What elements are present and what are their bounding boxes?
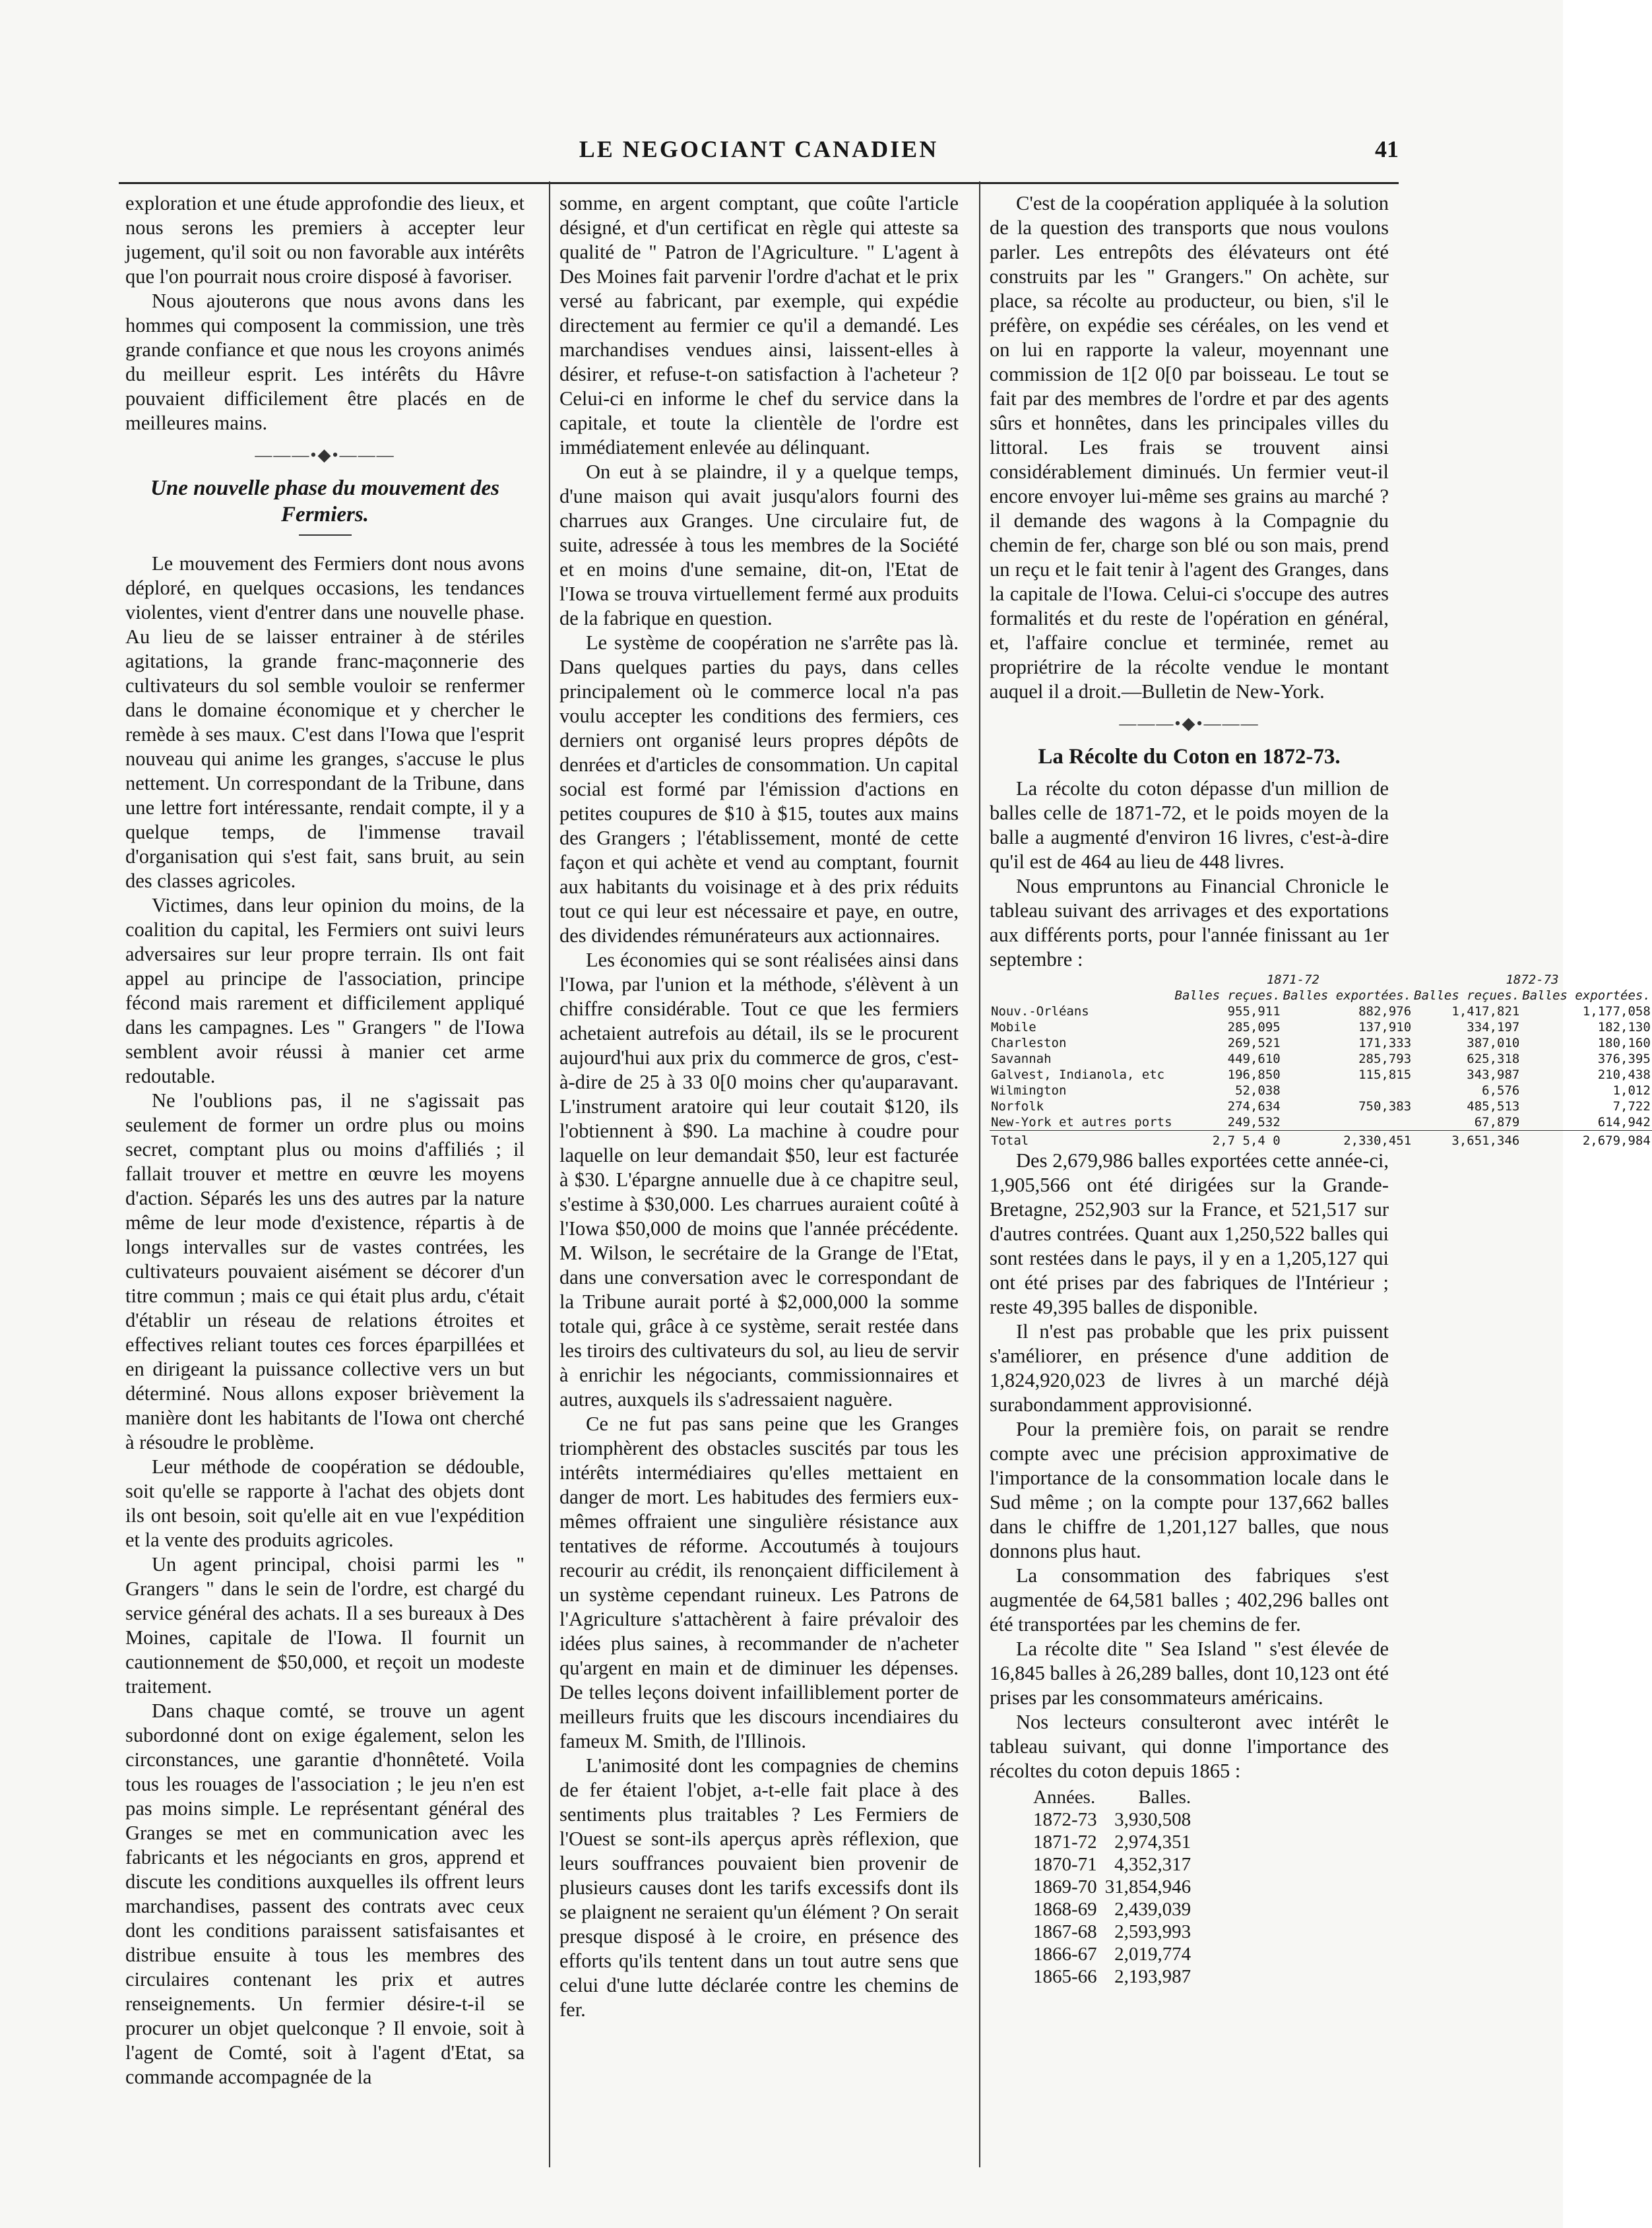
page-header <box>119 135 1399 175</box>
table-row: 1867-68 2,593,993 <box>1033 1921 1191 1942</box>
paragraph: La récolte dite " Sea Island " s'est élevée de 16,845 balles à 26,289 balles, dont 10,123 ont été prises par les consommateurs américains. <box>990 1638 1389 1709</box>
table-row: Norfolk 274,634 750,383 485,513 7,722 <box>991 1099 1651 1114</box>
paragraph: Le mouvement des Fermiers dont nous avons déploré, en quelques occasions, les tendances violentes, vient d'entrer dans une nouvelle phase. Au lieu de se laisser entrainer à de stériles agitations, la grande franc-maçonnerie des cultivateurs du sol semble vouloir se renfermer dans le domaine économique et y chercher le remède à ses maux. C'est dans l'Iowa que l'esprit nouveau qui anime les granges, s'accuse le plus nettement. Un correspondant de la Tribune, dans une lettre fort intéressante, rendait compte, il y a quelque temps, de l'immense travail d'organisation qui s'est fait, sans bruit, au sein des classes agricoles. <box>125 552 524 892</box>
table-row: 1866-67 2,019,774 <box>1033 1944 1191 1965</box>
header-rule <box>119 182 1399 184</box>
paragraph: Le système de coopération ne s'arrête pas là. Dans quelques parties du pays, dans celles principalement où le commerce local n'a pas voulu accepter les conditions des fermiers, ces derniers ont organisé leurs propres dépôts de denrées et d'articles de consommation. Un capital social est formé par l'émission d'actions en petites coupures de $10 à $15, toutes aux mains des Grangers ; l'établissement, monté de cette façon et qui achète et vend au comptant, fournit aux habitants du voisinage et à des prix réduits tout ce qui leur est nécessaire et paye, en outre, des dividendes rémunérateurs aux actionnaires. <box>559 631 959 947</box>
paragraph: somme, en argent comptant, que coûte l'article désigné, et d'un certificat en règle qui atteste sa qualité de " Patron de l'Agriculture. " L'agent à Des Moines fait parvenir l'ordre d'achat et le prix versé au fabricant, par exemple, qui expédie directement au fermier ce qu'il a demandé. Les marchandises vendues ainsi, laissent-elles à désirer, et refuse-t-on satisfaction à l'acheteur ? Celui-ci en informe le chef du service dans la capitale, et toute la clientèle de l'ordre est immédiatement enlevée au délinquant. <box>559 192 959 459</box>
article-heading: La Récolte du Coton en 1872-73. <box>1038 745 1341 769</box>
paragraph: L'animosité dont les compagnies de chemins de fer étaient l'objet, a-t-elle fait place à des sentiments plus traitables ? Les Fermiers de l'Ouest se sont-ils aperçus après réflexion, que leurs souffrances pouvaient bien provenir de plusieurs causes dont les tarifs excessifs dont ils se plaignent ne seraient qu'un élément ? On serait presque disposé à le croire, en présence des efforts qu'ils tentent dans un tout autre sens que celui d'une lutte déclarée contre les chemins de fer. <box>559 1754 959 2021</box>
paragraph: La consommation des fabriques s'est augmentée de 64,581 balles ; 402,296 balles ont été transportées par les chemins de fer. <box>990 1564 1389 1636</box>
publication-title: LE NEGOCIANT CANADIEN <box>579 136 939 162</box>
column-3 <box>990 191 1651 2164</box>
table-header-row: Années. Balles. <box>1033 1787 1191 1808</box>
column-header: Balles reçues. <box>1174 988 1281 1003</box>
column-header: Balles exportées. <box>1522 988 1651 1003</box>
table-row: Savannah 449,610 285,793 625,318 376,395 <box>991 1052 1651 1066</box>
article-heading: Une nouvelle phase du mouvement des Fermiers. <box>150 476 499 526</box>
crop-years-table <box>1029 1786 1195 1988</box>
table-row: New-York et autres ports 249,532 67,879 614,942 <box>991 1115 1651 1130</box>
section-separator: ———•◆•——— <box>255 445 395 464</box>
cotton-ports-table <box>990 972 1652 1149</box>
paragraph: Victimes, dans leur opinion du moins, de la coalition du capital, les Fermiers ont suivi leurs adversaires sur leur propre terrain. Ils ont fait appel au principe de l'association, principe fécond mais rarement et difficilement appliqué dans les campagnes. Les " Grangers " de l'Iowa semblent avoir réussi à manier cet arme redoutable. <box>125 894 524 1087</box>
paragraph: Nous ajouterons que nous avons dans les hommes qui composent la commission, une très grande confiance et que nous les croyons animés du meilleur esprit. Les intérêts du Hâvre pouvaient difficilement être placés en de meilleures mains. <box>125 290 524 434</box>
heading-rule <box>299 534 352 536</box>
period-header: 1871-72 <box>1266 972 1319 987</box>
column-1 <box>125 191 524 2164</box>
table-row: 1871-72 2,974,351 <box>1033 1831 1191 1853</box>
table-row: 1865-66 2,193,987 <box>1033 1966 1191 1987</box>
paragraph: Pour la première fois, on parait se rendre compte avec une précision approximative de l'importance de la consommation locale dans le Sud même ; on la compte pour 137,662 balles dans le chiffre de 1,201,127 balles, que nous donnons plus haut. <box>990 1418 1389 1562</box>
paragraph: Ce ne fut pas sans peine que les Granges triomphèrent des obstacles suscités par tous les intérêts intermédiaires qu'elles mettaient en danger de mort. Les habitudes des fermiers eux-mêmes offraient une singulière résistance aux tentatives de réforme. Accoutumés à toujours recourir au crédit, ils renonçaient difficilement à un système cependant ruineux. Les Patrons de l'Agriculture s'attachèrent à faire prévaloir des idées plus saines, à recommander de n'acheter qu'argent en main et de diminuer les dépenses. De telles leçons doivent infailliblement porter de meilleurs fruits que les discours incendiaires du fameux M. Smith, de l'Illinois. <box>559 1413 959 1752</box>
paragraph: Leur méthode de coopération se dédouble, soit qu'elle se rapporte à l'achat des objets dont ils ont besoin, soit qu'elle ait en vue l'expédition et la vente des produits agricoles. <box>125 1455 524 1551</box>
paragraph: Ne l'oublions pas, il ne s'agissait pas seulement de former un ordre plus ou moins secret, comptant plus ou moins d'affiliés ; il fallait trouver et mettre en œuvre les moyens d'action. Séparés les uns des autres par la nature même de leur mode d'existence, répartis à de longs intervalles sur de vastes contrées, les cultivateurs pouvaient aisément se décorer d'un titre commun ; mais ce qui était plus ardu, c'était d'établir un réseau de relations étroites et effectives reliant toutes ces forces éparpillées et en dirigeant la puissance collective vers un but déterminé. Nous allons exposer brièvement la manière dont les habitants de l'Iowa ont cherché à résoudre le problème. <box>125 1089 524 1453</box>
period-header: 1872-73 <box>1506 972 1559 987</box>
paragraph: Il n'est pas probable que les prix puissent s'améliorer, en présence d'une addition de 1,824,920,023 de livres à un marché déjà surabondamment approvisionné. <box>990 1320 1389 1416</box>
paragraph: On eut à se plaindre, il y a quelque temps, d'une maison qui avait jusqu'alors fourni des charrues aux Granges. Une circulaire fut, de suite, adressée à tous les membres de la Société et en moins d'une semaine, dit-on, l'Etat de l'Iowa se trouva virtuellement fermé aux produits de la fabrique en question. <box>559 461 959 629</box>
paragraph: Un agent principal, choisi parmi les " Grangers " dans le sein de l'ordre, est chargé du service général des achats. Il a ses bureaux à Des Moines, capitale de l'Iowa. Il fournit un cautionnement de $50,000, et reçoit un modeste traitement. <box>125 1553 524 1698</box>
table-row: Galvest, Indianola, etc 196,850 115,815 343,987 210,438 <box>991 1067 1651 1082</box>
paragraph: Nous empruntons au Financial Chronicle le tableau suivant des arrivages et des exportations aux différents ports, pour l'année finissant au 1er septembre : <box>990 875 1389 971</box>
section-separator: ———•◆•——— <box>1119 714 1259 733</box>
table-row: 1869-70 31,854,946 <box>1033 1876 1191 1897</box>
table-row: Mobile 285,095 137,910 334,197 182,130 <box>991 1020 1651 1034</box>
table-row: Nouv.-Orléans 955,911 882,976 1,417,821 1,177,058 <box>991 1004 1651 1019</box>
paragraph: Nos lecteurs consulteront avec intérêt le tableau suivant, qui donne l'importance des récoltes du coton depuis 1865 : <box>990 1711 1389 1782</box>
column-divider-2 <box>979 181 980 2167</box>
column-header: Balles reçues. <box>1414 988 1520 1003</box>
table-row: 1870-71 4,352,317 <box>1033 1854 1191 1875</box>
paragraph: Dans chaque comté, se trouve un agent subordonné dont on exige également, selon les circonstances, une garantie d'honnêteté. Voila tous les rouages de l'association ; le jeu n'en est pas moins simple. Le représentant général des Granges se met en communication avec les fabricants et les négociants en gros, apprend et discute les conditions auxquelles ils offrent leurs marchandises, passent des contrats avec ceux dont les conditions paraissent satisfaisantes et distribue ensuite à tous les membres des circulaires contenant les prix et autres renseignements. Un fermier désire-t-il se procurer un objet quelconque ? Il envoie, soit à l'agent de Comté, soit à l'agent d'Etat, sa commande accompagnée de la <box>125 1700 524 2088</box>
paragraph: C'est de la coopération appliquée à la solution de la question des transports que nous voulons parler. Les entrepôts des élévateurs ont été construits par les " Grangers." On achète, sur place, sa récolte au producteur, ou bien, s'il le préfère, on expédie ses céréales, on les vend et on lui en rapporte la valeur, moyennant une commission de 1[2 0[0 par boisseau. Le tout se fait par des membres de l'ordre et par des agents sûrs et honnêtes, dans les principales villes du littoral. Les frais se trouvent ainsi considérablement diminués. Un fermier veut-il encore envoyer lui-même ses grains au marché ? il demande des wagons à la Compagnie du chemin de fer, charge son blé ou son mais, prend un reçu et le fait tenir à l'agent des Granges, dans la capitale de l'Iowa. Celui-ci s'occupe des autres formalités et du reste de l'opération en général, et, l'affaire conclue et terminée, remet au propriétrire de la récolte vendue le montant auquel il a droit.—Bulletin de New-York. <box>990 192 1389 703</box>
page-number: 41 <box>1375 136 1399 162</box>
table-row: Charleston 269,521 171,333 387,010 180,160 <box>991 1036 1651 1050</box>
column-header: Balles exportées. <box>1283 988 1412 1003</box>
column-2 <box>559 191 959 2164</box>
paragraph: Les économies qui se sont réalisées ainsi dans l'Iowa, par l'union et la méthode, s'élèvent à un chiffre considérable. Tout ce que les fermiers achetaient autrefois au détail, ils se le procurent aujourd'hui aux prix du commerce de gros, c'est-à-dire de 25 à 33 0[0 moins cher qu'auparavant. L'instrument aratoire qui leur coutait $120, ils l'obtiennent à $90. La machine à coudre pour laquelle on leur demandait $50, leur est facturée à $30. L'épargne annuelle due à ce chapitre seul, s'estime à $30,000. Les charrues auraient coûté à l'Iowa $50,000 de moins que l'année précédente. M. Wilson, le secrétaire de la Grange de l'Etat, dans une conversation avec le correspondant de la Tribune aurait porté à $2,000,000 la somme totale qui, grâce à ce système, serait restée dans les tiroirs des cultivateurs du sol, au lieu de servir à enrichir les négociants, commissionnaires et autres, auxquels ils s'adressaient naguère. <box>559 949 959 1411</box>
table-row: Wilmington 52,038 6,576 1,012 <box>991 1083 1651 1098</box>
paragraph: Des 2,679,986 balles exportées cette année-ci, 1,905,566 ont été dirigées sur la Grande-Bretagne, 252,903 sur la France, et 521,517 sur d'autres contrées. Quant aux 1,250,522 balles qui sont restées dans le pays, il y en a 1,205,127 qui ont été prises par des fabriques de l'Intérieur ; reste 49,395 balles de disponible. <box>990 1149 1389 1318</box>
table-total-row: Total 2,7 5,4 0 2,330,451 3,651,346 2,679,984 <box>990 1131 1652 1149</box>
table-row: 1868-69 2,439,039 <box>1033 1899 1191 1920</box>
paragraph: La récolte du coton dépasse d'un million de balles celle de 1871-72, et le poids moyen de la balle a augmenté d'environ 16 livres, c'est-à-dire qu'il est de 464 au lieu de 448 livres. <box>990 777 1389 873</box>
table-row: 1872-73 3,930,508 <box>1033 1809 1191 1830</box>
paragraph: exploration et une étude approfondie des lieux, et nous serons les premiers à accepter leur jugement, qu'il soit ou non favorable aux intérêts que l'on pourrait nous croire disposé à favoriser. <box>125 192 524 288</box>
column-divider-1 <box>549 181 550 2167</box>
